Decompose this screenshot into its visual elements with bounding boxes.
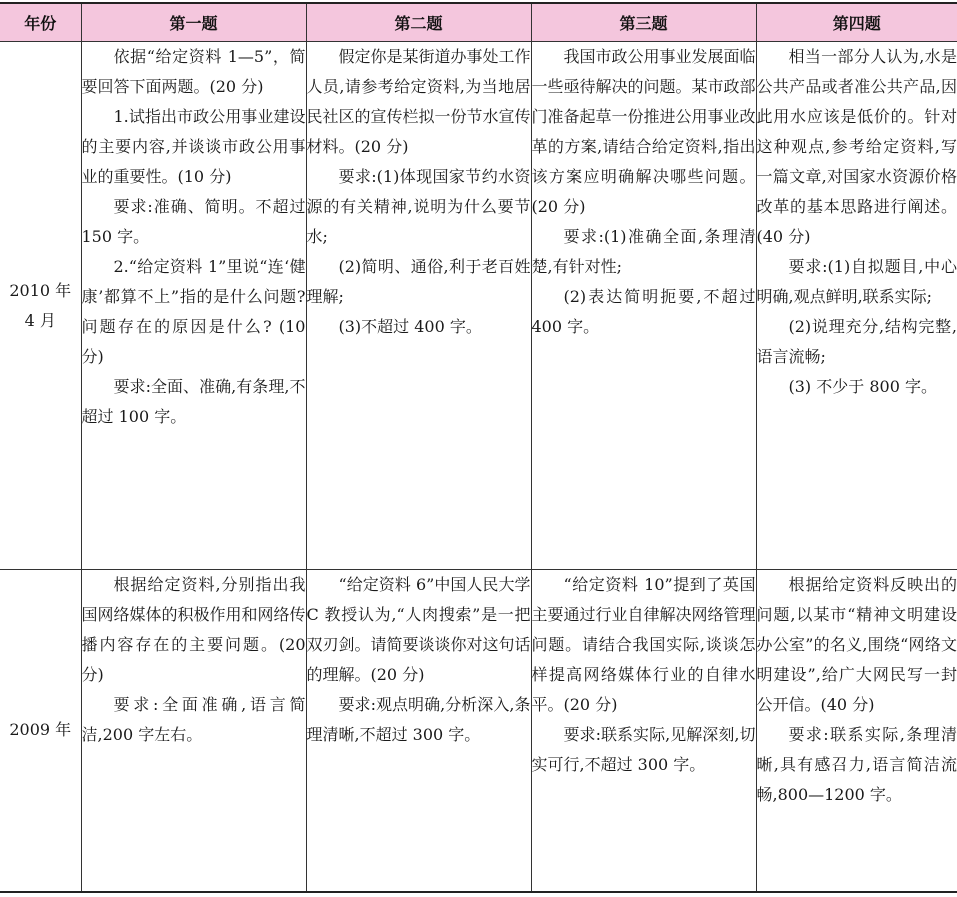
header-row [0,3,957,42]
question-cell [81,42,306,570]
question-text: 1.试指出市政公用事业建设的主要内容,并谈谈市政公用事业的重要性。(10 分) [81,107,306,186]
question-cell [756,42,957,570]
question-cell [756,570,957,892]
question-text: “给定资料 6”中国人民大学 C 教授认为,“人肉搜索”是一把双刃剑。请简要谈谈你对这句话的理解。(20 分) [306,575,531,684]
question-text: (2)简明、通俗,利于老百姓理解; [306,257,531,306]
question-cell [531,570,756,892]
question-text: (2)说理充分,结构完整,语言流畅; [756,317,957,366]
question-text: (2)表达简明扼要,不超过 400 字。 [531,287,756,336]
question-text: 我国市政公用事业发展面临一些亟待解决的问题。某市政部门准备起草一份推进公用事业改革的方案,请结合给定资料,指出该方案应明确解决哪些问题。(20 分) [531,47,756,216]
header-q1: 第一题 [81,3,306,42]
question-text: (3)不超过 400 字。 [338,317,482,336]
header-q3: 第三题 [531,3,756,42]
question-text: “给定资料 10”提到了英国主要通过行业自律解决网络管理问题。请结合我国实际,谈谈怎样提高网络媒体行业的自律水平。(20 分) [531,575,756,714]
year-label: 2010 年 4 月 [9,280,72,330]
exam-table [0,2,957,893]
header-q2: 第二题 [306,3,531,42]
table-row [0,42,957,570]
question-text: 依据“给定资料 1—5”，简要回答下面两题。(20 分) [81,47,306,96]
question-text: 要求:观点明确,分析深入,条理清晰,不超过 300 字。 [306,695,531,744]
year-cell [0,42,81,570]
question-text: 要求:全面、准确,有条理,不超过 100 字。 [81,377,306,426]
question-text: (3) 不少于 800 字。 [788,377,937,396]
question-cell [306,570,531,892]
question-text: 要求:全面准确,语言简洁,200 字左右。 [81,695,306,744]
question-text: 要求:联系实际,见解深刻,切实可行,不超过 300 字。 [531,725,756,774]
question-text: 要求:准确、简明。不超过 150 字。 [81,197,306,246]
question-text: 要求:(1)自拟题目,中心明确,观点鲜明,联系实际; [756,257,957,306]
question-cell [531,42,756,570]
question-text: 根据给定资料,分别指出我国网络媒体的积极作用和网络传播内容存在的主要问题。(20 分) [81,575,306,684]
question-text: 要求:(1)体现国家节约水资源的有关精神,说明为什么要节水; [306,167,531,246]
question-text: 要求:(1)准确全面,条理清楚,有针对性; [531,227,756,276]
header-q4: 第四题 [756,3,957,42]
header-year: 年份 [0,3,81,42]
question-text: 根据给定资料反映出的问题,以某市“精神文明建设办公室”的名义,围绕“网络文明建设”,给广大网民写一封公开信。(40 分) [756,575,957,714]
table-row [0,570,957,892]
question-text: 相当一部分人认为,水是公共产品或者准公共产品,因此用水应该是低价的。针对这种观点,参考给定资料,写一篇文章,对国家水资源价格改革的基本思路进行阐述。(40 分) [756,47,957,246]
question-text: 要求:联系实际,条理清晰,具有感召力,语言简洁流畅,800—1200 字。 [756,725,957,804]
question-cell [81,570,306,892]
question-cell [306,42,531,570]
question-text: 2.“给定资料 1”里说“连‘健康’都算不上”指的是什么问题? 问题存在的原因是什么? (10 分) [81,257,306,366]
year-cell [0,570,81,892]
year-label: 2009 年 [9,720,72,740]
question-text: 假定你是某街道办事处工作人员,请参考给定资料,为当地居民社区的宣传栏拟一份节水宣传材料。(20 分) [306,47,531,156]
